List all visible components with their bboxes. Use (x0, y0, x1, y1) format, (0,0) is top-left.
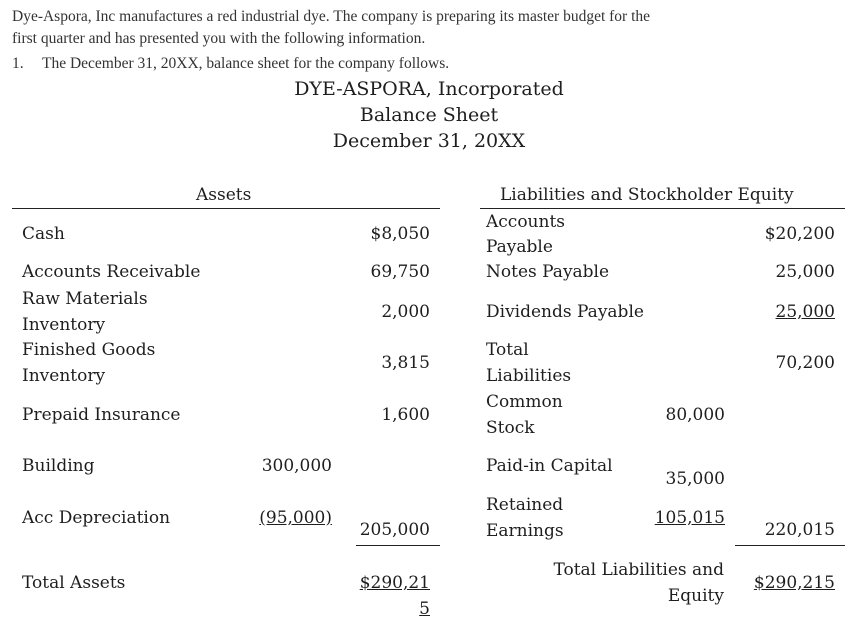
paid-in-capital-value: 35,000 (665, 469, 725, 489)
equity-total-rule (735, 545, 845, 546)
cash-value: $8,050 (370, 224, 430, 244)
liabilities-heading: Liabilities and Stockholder Equity (500, 185, 794, 205)
cash-label: Cash (22, 224, 65, 244)
total-liabilities-label-2: Liabilities (486, 366, 572, 386)
dividends-label: Dividends Payable (486, 302, 644, 322)
retained-earnings-label: Retained (486, 495, 564, 515)
common-stock-label: Common (486, 392, 563, 412)
raw-materials-label-2: Inventory (22, 315, 106, 335)
building-net-rule (356, 545, 440, 546)
depreciation-label: Acc Depreciation (22, 508, 171, 528)
paid-in-capital-label: Paid-in Capital (486, 456, 613, 476)
total-liabilities-label: Total (486, 340, 529, 360)
depreciation-value: (95,000) (259, 508, 332, 528)
retained-earnings-label-2: Earnings (486, 521, 564, 541)
building-net-value: 205,000 (359, 520, 430, 540)
finished-goods-value: 3,815 (381, 353, 430, 373)
total-assets-value: $290,21 (359, 573, 430, 593)
intro-item-text: The December 31, 20XX, balance sheet for the company follows. (42, 55, 450, 72)
finished-goods-label: Finished Goods (22, 340, 156, 360)
building-label: Building (22, 456, 95, 476)
total-liab-equity-label: Total Liabilities and (553, 560, 724, 580)
building-value: 300,000 (261, 456, 332, 476)
total-liab-equity-value: $290,215 (753, 573, 835, 593)
company-name: DYE-ASPORA, Incorporated (294, 78, 564, 100)
total-assets-label: Total Assets (22, 573, 126, 593)
prepaid-label: Prepaid Insurance (22, 405, 181, 425)
prepaid-value: 1,600 (381, 405, 430, 425)
dividends-value: 25,000 (775, 302, 835, 322)
intro-line-2: first quarter and has presented you with the following information. (12, 30, 426, 47)
notes-value: 25,000 (775, 262, 835, 282)
assets-heading: Assets (196, 185, 252, 205)
ar-value: 69,750 (370, 262, 430, 282)
raw-materials-value: 2,000 (381, 302, 430, 322)
total-assets-value-wrap: 5 (419, 599, 430, 619)
intro-item-number: 1. (12, 55, 24, 72)
ap-label-2: Payable (486, 237, 553, 257)
raw-materials-label: Raw Materials (22, 289, 148, 309)
intro-line-1: Dye-Aspora, Inc manufactures a red industrial dye. The company is preparing its master budget for the (12, 8, 651, 25)
total-liabilities-value: 70,200 (775, 353, 835, 373)
ar-label: Accounts Receivable (22, 262, 201, 282)
retained-earnings-value: 105,015 (654, 508, 725, 528)
common-stock-value: 80,000 (665, 405, 725, 425)
ap-label: Accounts (486, 212, 566, 232)
notes-label: Notes Payable (486, 262, 610, 282)
finished-goods-label-2: Inventory (22, 366, 106, 386)
assets-heading-rule (12, 208, 440, 209)
statement-title: Balance Sheet (359, 104, 499, 126)
statement-date: December 31, 20XX (332, 130, 526, 152)
ap-value: $20,200 (764, 224, 835, 244)
equity-total-value: 220,015 (764, 520, 835, 540)
total-liab-equity-label-2: Equity (667, 586, 724, 606)
common-stock-label-2: Stock (486, 418, 535, 438)
